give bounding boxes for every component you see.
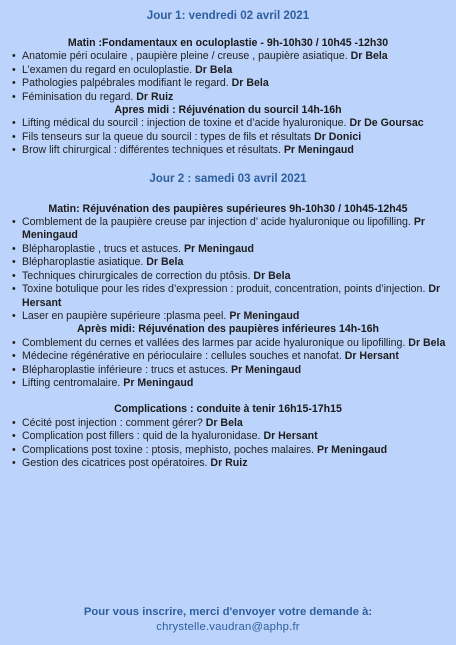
session-item: • Blépharoplastie , trucs et astuces. Pr Meningaud <box>22 243 446 256</box>
section-heading: Matin :Fondamentaux en oculoplastie - 9h-10h30 / 10h45 -12h30 <box>67 37 389 49</box>
session-item: • Blépharoplastie inférieure : trucs et astuces. Pr Meningaud <box>22 364 446 377</box>
session-item: • Techniques chirurgicales de correction du ptôsis. Dr Bela <box>22 270 446 283</box>
speaker-name: Dr Bela <box>350 50 388 63</box>
session-item: • Féminisation du regard. Dr Ruiz <box>22 91 446 104</box>
day1-afternoon-section <box>10 104 446 158</box>
session-list <box>10 417 446 471</box>
speaker-name: Dr Bela <box>195 63 233 76</box>
session-item: • Cécité post injection : comment gérer? Dr Bela <box>22 417 446 430</box>
speaker-name: Dr Donici <box>314 130 362 143</box>
contact-email-link[interactable]: chrystelle.vaudran@aphp.fr <box>156 621 300 633</box>
section-heading: Apres midi : Réjuvénation du sourcil 14h-16h <box>114 104 342 117</box>
speaker-name: Dr Hersant <box>344 350 399 363</box>
session-item: • L’examen du regard en oculoplastie. Dr Bela <box>22 64 446 77</box>
speaker-name: Pr Meningaud <box>283 144 354 157</box>
speaker-name: Dr Hersant <box>22 283 441 309</box>
registration-text: Pour vous inscrire, merci d'envoyer votre demande à: <box>83 606 373 618</box>
session-item: • Comblement de la paupière creuse par injection d’ acide hyaluronique ou lipofilling. Pr Meningaud <box>22 216 446 243</box>
speaker-name: Dr Bela <box>408 336 446 349</box>
session-item: • Lifting médical du sourcil : injection de toxine et d’acide hyaluronique. Dr De Goursac <box>22 117 446 130</box>
day2-title: Jour 2 : samedi 03 avril 2021 <box>149 171 307 185</box>
complications-section <box>10 403 446 470</box>
day1-morning-section <box>10 37 446 104</box>
session-item: • Complication post fillers : quid de la hyaluronidase. Dr Hersant <box>22 430 446 443</box>
session-list <box>10 337 446 391</box>
session-item: • Gestion des cicatrices post opératoires. Dr Ruiz <box>22 457 446 470</box>
speaker-name: Dr Ruiz <box>210 456 248 469</box>
speaker-name: Dr De Goursac <box>349 117 424 130</box>
speaker-name: Pr Meningaud <box>229 309 300 322</box>
speaker-name: Pr Meningaud <box>123 376 194 389</box>
registration-footer <box>0 605 456 635</box>
session-item: • Médecine régénérative en périoculaire : cellules souches et nanofat. Dr Hersant <box>22 350 446 363</box>
section-heading: Complications : conduite à tenir 16h15-17h15 <box>114 403 342 416</box>
session-item: • Pathologies palpébrales modifiant le regard. Dr Bela <box>22 77 446 90</box>
speaker-name: Dr Bela <box>146 256 184 269</box>
speaker-name: Dr Hersant <box>263 430 318 443</box>
session-item: • Comblement du cernes et vallées des larmes par acide hyaluronique ou lipofilling. Dr Bela <box>22 337 446 350</box>
session-list <box>10 216 446 323</box>
session-item: • Blépharoplastie asiatique. Dr Bela <box>22 256 446 269</box>
speaker-name: Pr Meningaud <box>317 443 388 456</box>
speaker-name: Dr Ruiz <box>136 90 174 103</box>
speaker-name: Dr Bela <box>253 269 291 282</box>
session-list <box>10 117 446 157</box>
section-heading: Matin: Réjuvénation des paupières supérieures 9h-10h30 / 10h45-12h45 <box>48 202 408 215</box>
session-item: • Fils tenseurs sur la queue du sourcil : types de fils et résultats Dr Donici <box>22 131 446 144</box>
speaker-name: Pr Meningaud <box>183 242 254 255</box>
session-list <box>10 50 446 104</box>
speaker-name: Pr Meningaud <box>22 216 426 242</box>
session-item: • Lifting centromalaire. Pr Meningaud <box>22 377 446 390</box>
speaker-name: Dr Bela <box>205 416 243 429</box>
session-item: • Brow lift chirurgical : différentes techniques et résultats. Pr Meningaud <box>22 144 446 157</box>
day2-afternoon-section <box>10 323 446 390</box>
speaker-name: Pr Meningaud <box>231 363 302 376</box>
session-item: • Anatomie péri oculaire , paupière pleine / creuse , paupière asiatique. Dr Bela <box>22 50 446 63</box>
day2-morning-section <box>10 203 446 324</box>
session-item: • Laser en paupière supérieure :plasma peel. Pr Meningaud <box>22 310 446 323</box>
speaker-name: Dr Bela <box>231 77 269 90</box>
session-item: • Complications post toxine : ptosis, mephisto, poches malaires. Pr Meningaud <box>22 444 446 457</box>
section-heading: Après midi: Réjuvénation des paupières inférieures 14h-16h <box>76 323 379 336</box>
session-item: • Toxine botulique pour les rides d’expression : produit, concentration, points d’injection. Dr Hersant <box>22 283 446 310</box>
day1-title: Jour 1: vendredi 02 avril 2021 <box>146 9 310 22</box>
